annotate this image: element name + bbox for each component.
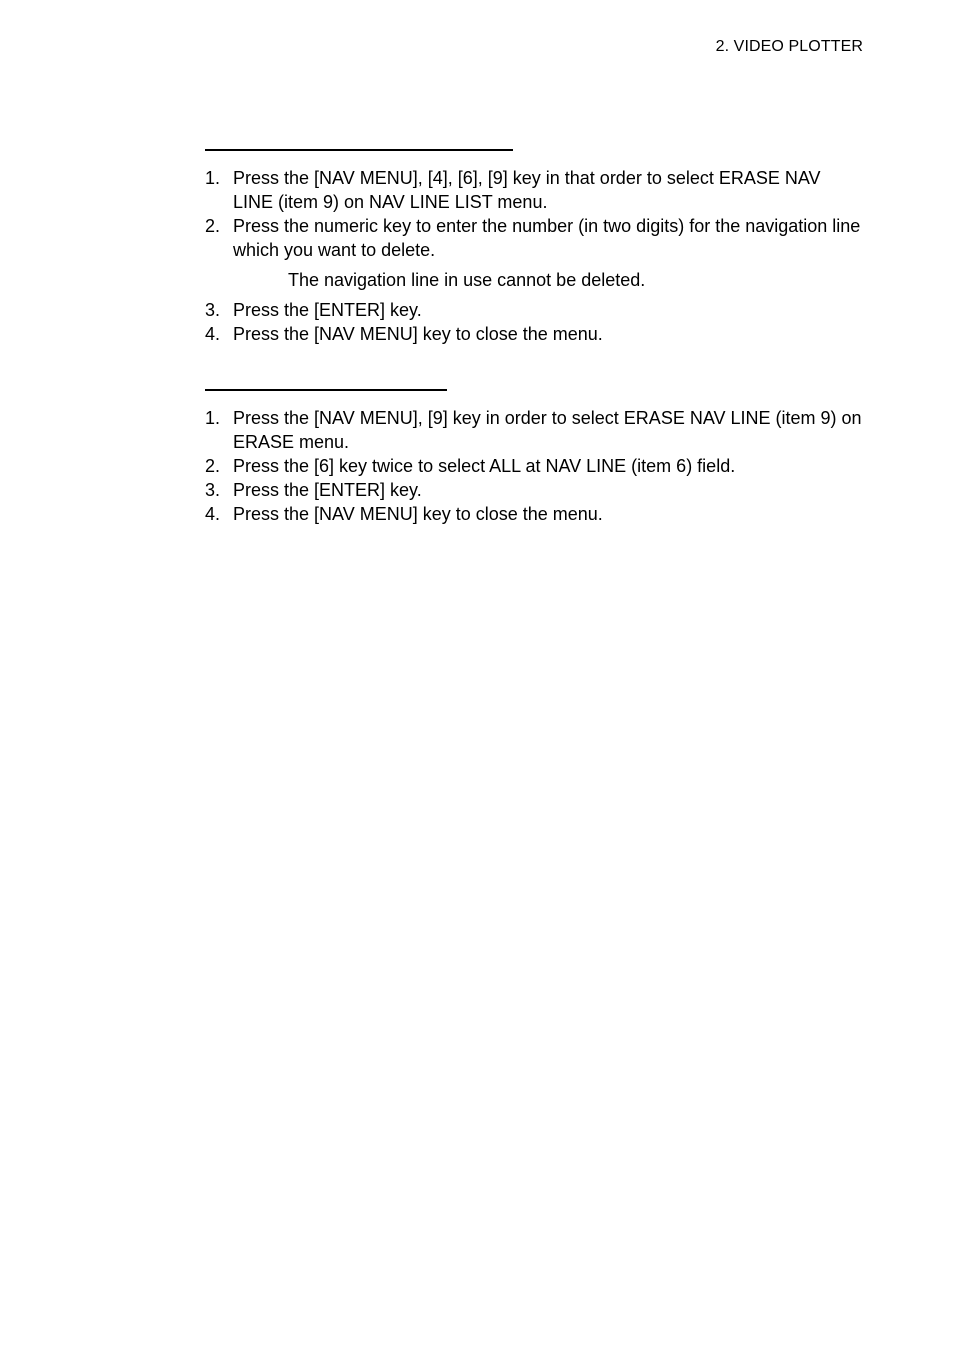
step-text: Press the [NAV MENU], [4], [6], [9] key in that order to select ERASE NAV LINE (item 9) on NAV LINE LIST menu.: [233, 168, 821, 212]
step-text: Press the [ENTER] key.: [233, 480, 422, 500]
step-text: Press the [NAV MENU] key to close the menu.: [233, 504, 603, 524]
step-text: Press the [NAV MENU] key to close the menu.: [233, 324, 603, 344]
erase-single-nav-line-section: [205, 149, 865, 346]
step-text: Press the [NAV MENU], [9] key in order to select ERASE NAV LINE (item 9) on ERASE menu.: [233, 408, 862, 452]
procedure-note: The navigation line in use cannot be deleted.: [288, 270, 646, 290]
procedure-step: [205, 454, 865, 478]
step-number: 1.: [205, 168, 221, 188]
procedure-step: [205, 478, 865, 502]
erase-all-nav-lines-section: [205, 389, 865, 526]
step-number: 4.: [205, 504, 221, 524]
procedure-step: [205, 166, 865, 214]
step-number: 3.: [205, 480, 221, 500]
step-text: Press the [ENTER] key.: [233, 300, 422, 320]
step-text: Press the [6] key twice to select ALL at NAV LINE (item 6) field.: [233, 456, 736, 476]
step-number: 2.: [205, 456, 221, 476]
procedure-step: [205, 406, 865, 454]
procedure-steps: [205, 406, 865, 526]
step-number: 2.: [205, 216, 221, 236]
step-number: 3.: [205, 300, 221, 320]
procedure-step: [205, 214, 865, 262]
procedure-step: [205, 322, 865, 346]
step-number: 4.: [205, 324, 221, 344]
section-heading-rule: [205, 389, 447, 391]
step-number: 1.: [205, 408, 221, 428]
procedure-steps-continued: [205, 298, 865, 346]
procedure-step: [205, 298, 865, 322]
procedure-steps: [205, 166, 865, 262]
running-header: 2. VIDEO PLOTTER: [715, 38, 863, 55]
procedure-step: [205, 502, 865, 526]
section-heading-rule: [205, 149, 513, 151]
step-text: Press the numeric key to enter the number (in two digits) for the navigation line which you want to delete.: [233, 216, 861, 260]
